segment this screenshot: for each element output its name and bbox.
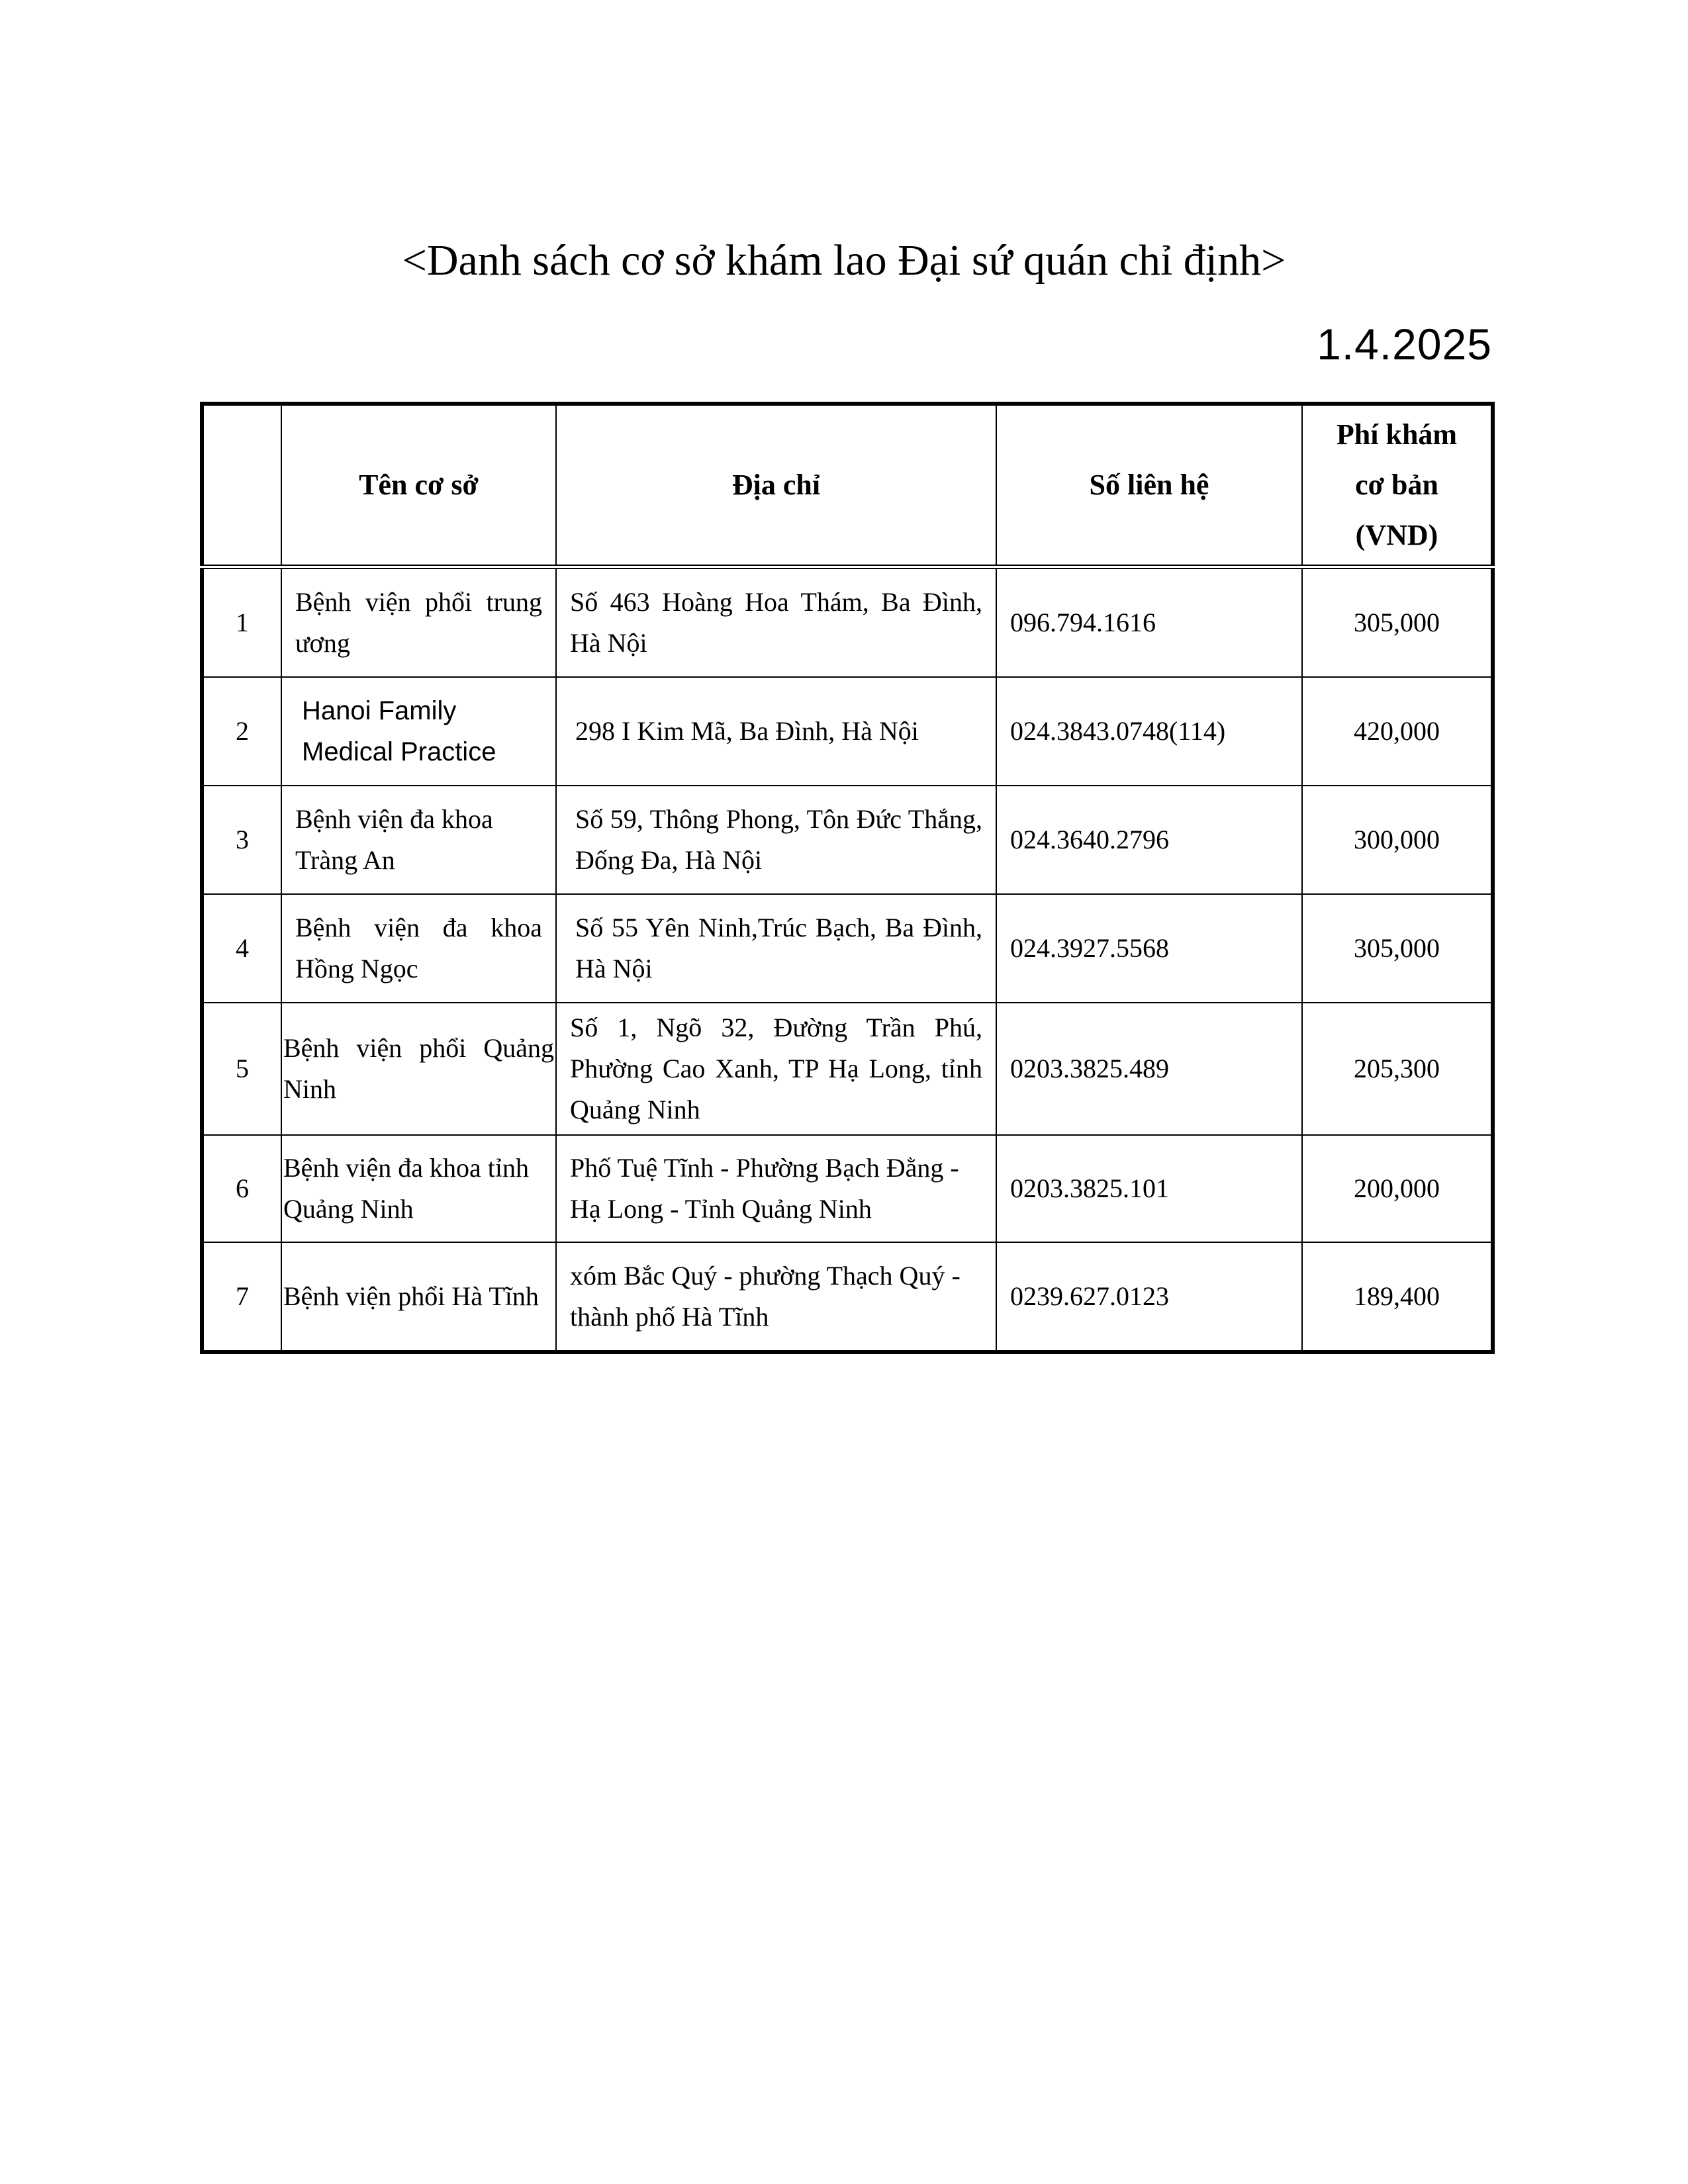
header-contact-number: Số liên hệ — [996, 404, 1302, 567]
facility-phone: 0203.3825.101 — [996, 1135, 1302, 1242]
facility-address: xóm Bắc Quý - phường Thạch Quý - thành phố Hà Tĩnh — [556, 1242, 996, 1352]
table-row — [202, 1003, 1493, 1135]
facility-phone: 024.3843.0748(114) — [996, 677, 1302, 786]
table-row — [202, 786, 1493, 894]
document-title: <Danh sách cơ sở khám lao Đại sứ quán chỉ định> — [402, 236, 1286, 285]
facility-table — [200, 402, 1495, 1354]
facility-address: 298 I Kim Mã, Ba Đình, Hà Nội — [556, 677, 996, 786]
row-number: 6 — [202, 1135, 281, 1242]
facility-address: Số 59, Thông Phong, Tôn Đức Thắng, Đống Đa, Hà Nội — [556, 786, 996, 894]
facility-fee: 305,000 — [1302, 567, 1493, 678]
table-row — [202, 1135, 1493, 1242]
facility-name: Bệnh viện đa khoa Hồng Ngọc — [281, 894, 556, 1003]
facility-phone: 0203.3825.489 — [996, 1003, 1302, 1135]
facility-phone: 024.3927.5568 — [996, 894, 1302, 1003]
header-facility-name: Tên cơ sở — [281, 404, 556, 567]
row-number: 4 — [202, 894, 281, 1003]
header-basic-fee: Phí khám cơ bản (VND) — [1302, 404, 1493, 567]
facility-fee: 305,000 — [1302, 894, 1493, 1003]
facility-phone: 096.794.1616 — [996, 567, 1302, 678]
table-header-row — [202, 404, 1493, 567]
header-number — [202, 404, 281, 567]
facility-name: Bệnh viện phổi Quảng Ninh — [281, 1003, 556, 1135]
facility-fee: 420,000 — [1302, 677, 1493, 786]
row-number: 2 — [202, 677, 281, 786]
table-row — [202, 677, 1493, 786]
table-row — [202, 894, 1493, 1003]
facility-name: Bệnh viện đa khoa tỉnh Quảng Ninh — [281, 1135, 556, 1242]
facility-address: Số 55 Yên Ninh,Trúc Bạch, Ba Đình, Hà Nội — [556, 894, 996, 1003]
facility-address: Phố Tuệ Tĩnh - Phường Bạch Đằng - Hạ Long - Tỉnh Quảng Ninh — [556, 1135, 996, 1242]
facility-address: Số 463 Hoàng Hoa Thám, Ba Đình, Hà Nội — [556, 567, 996, 678]
table-row — [202, 1242, 1493, 1352]
facility-name: Bệnh viện phổi trung ương — [281, 567, 556, 678]
document-date: 1.4.2025 — [1317, 320, 1492, 369]
facility-name: Hanoi Family Medical Practice — [281, 677, 556, 786]
facility-fee: 205,300 — [1302, 1003, 1493, 1135]
facility-address: Số 1, Ngõ 32, Đường Trần Phú, Phường Cao Xanh, TP Hạ Long, tỉnh Quảng Ninh — [556, 1003, 996, 1135]
row-number: 7 — [202, 1242, 281, 1352]
row-number: 3 — [202, 786, 281, 894]
table-row — [202, 567, 1493, 678]
facility-name: Bệnh viện phổi Hà Tĩnh — [281, 1242, 556, 1352]
header-address: Địa chỉ — [556, 404, 996, 567]
facility-fee: 200,000 — [1302, 1135, 1493, 1242]
facility-fee: 300,000 — [1302, 786, 1493, 894]
facility-fee: 189,400 — [1302, 1242, 1493, 1352]
facility-phone: 024.3640.2796 — [996, 786, 1302, 894]
row-number: 5 — [202, 1003, 281, 1135]
row-number: 1 — [202, 567, 281, 678]
facility-name: Bệnh viện đa khoa Tràng An — [281, 786, 556, 894]
facility-phone: 0239.627.0123 — [996, 1242, 1302, 1352]
